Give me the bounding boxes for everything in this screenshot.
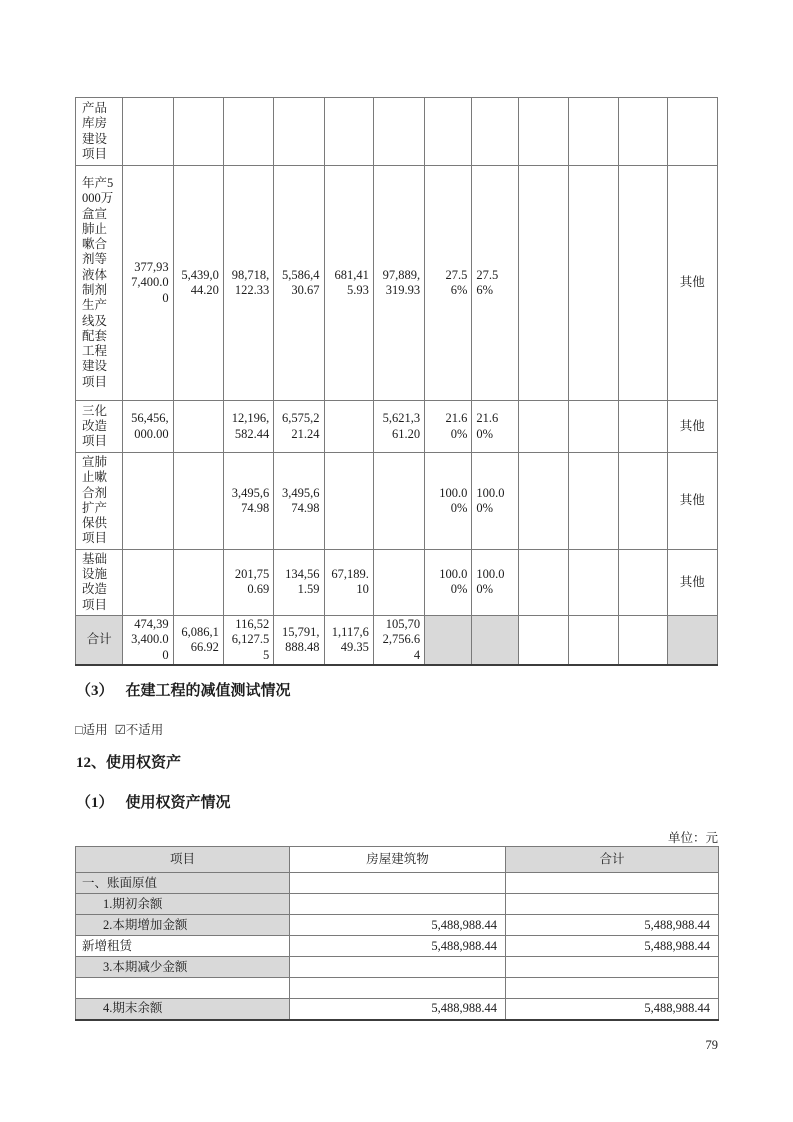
item-label-cell: 3.本期减少金额 <box>76 957 290 978</box>
table-row <box>76 978 719 999</box>
value-cell: 27.56% <box>472 166 518 401</box>
section-12-heading: 12、使用权资产 <box>76 755 182 771</box>
value-cell <box>569 453 619 550</box>
value-cell <box>569 615 619 664</box>
value-cell <box>506 978 719 999</box>
value-cell <box>667 98 717 166</box>
value-cell: 67,189.10 <box>324 549 373 615</box>
value-cell: 15,791,888.48 <box>274 615 324 664</box>
value-cell: 201,750.69 <box>223 549 273 615</box>
value-cell <box>569 401 619 453</box>
value-cell: 其他 <box>667 166 717 401</box>
value-cell <box>223 98 273 166</box>
table-row <box>76 401 718 453</box>
value-cell <box>518 453 568 550</box>
value-cell <box>425 98 472 166</box>
value-cell: 98,718,122.33 <box>223 166 273 401</box>
value-cell <box>290 957 506 978</box>
value-cell: 97,889,319.93 <box>373 166 424 401</box>
value-cell: 377,937,400.00 <box>123 166 173 401</box>
section-3-heading <box>76 679 291 700</box>
total-label-cell: 合计 <box>76 615 123 664</box>
value-cell <box>274 98 324 166</box>
value-cell <box>123 98 173 166</box>
column-header-total: 合计 <box>506 847 719 873</box>
project-name-cell: 产品库房建设项目 <box>76 98 123 166</box>
value-cell <box>373 549 424 615</box>
column-header-buildings: 房屋建筑物 <box>290 847 506 873</box>
value-cell: 27.56% <box>425 166 472 401</box>
value-cell <box>569 98 619 166</box>
item-label-cell: 一、账面原值 <box>76 873 290 894</box>
value-cell: 其他 <box>667 549 717 615</box>
value-cell <box>518 166 568 401</box>
value-cell <box>667 615 717 664</box>
value-cell: 21.60% <box>425 401 472 453</box>
applicability-line <box>75 720 163 738</box>
value-cell <box>425 615 472 664</box>
value-cell: 56,456,000.00 <box>123 401 173 453</box>
value-cell: 5,439,044.20 <box>173 166 223 401</box>
total-row <box>76 615 718 664</box>
value-cell <box>472 615 518 664</box>
table-row <box>76 999 719 1020</box>
value-cell <box>324 401 373 453</box>
checkbox-unchecked-icon: □ <box>75 723 83 737</box>
value-cell: 21.60% <box>472 401 518 453</box>
value-cell <box>173 453 223 550</box>
not-applicable-option <box>115 723 164 737</box>
page-number: 79 <box>705 1038 718 1052</box>
value-cell: 474,393,400.00 <box>123 615 173 664</box>
value-cell: 134,561.59 <box>274 549 324 615</box>
table-row <box>76 166 718 401</box>
value-cell <box>506 873 719 894</box>
item-label-cell: 新增租赁 <box>76 936 290 957</box>
value-cell: 6,086,166.92 <box>173 615 223 664</box>
table-row <box>76 453 718 550</box>
value-cell <box>518 549 568 615</box>
value-cell <box>373 453 424 550</box>
header-row <box>76 847 719 873</box>
right-of-use-assets-table <box>75 846 719 1021</box>
table-row <box>76 915 719 936</box>
value-cell <box>324 98 373 166</box>
value-cell: 5,488,988.44 <box>506 999 719 1020</box>
construction-in-progress-table <box>75 97 718 666</box>
value-cell <box>619 615 667 664</box>
value-cell: 100.00% <box>425 549 472 615</box>
table-row <box>76 98 718 166</box>
value-cell <box>472 98 518 166</box>
value-cell <box>290 873 506 894</box>
value-cell <box>506 894 719 915</box>
applicable-label: 适用 <box>82 723 108 737</box>
value-cell <box>123 549 173 615</box>
value-cell <box>290 978 506 999</box>
value-cell <box>324 453 373 550</box>
value-cell <box>373 98 424 166</box>
table-row <box>76 873 719 894</box>
value-cell <box>173 98 223 166</box>
table-row <box>76 957 719 978</box>
value-cell: 3,495,674.98 <box>274 453 324 550</box>
unit-label: 单位：元 <box>667 831 718 845</box>
section-12-1-heading <box>76 791 231 812</box>
value-cell <box>619 453 667 550</box>
applicable-option <box>75 723 108 737</box>
item-label-cell: 1.期初余额 <box>76 894 290 915</box>
section-3-number: （3） <box>76 683 114 699</box>
value-cell <box>518 615 568 664</box>
section-12-1-number: （1） <box>76 795 114 811</box>
value-cell: 5,488,988.44 <box>506 915 719 936</box>
value-cell <box>619 549 667 615</box>
item-label-cell: 2.本期增加金额 <box>76 915 290 936</box>
value-cell: 5,488,988.44 <box>290 915 506 936</box>
project-name-cell: 宣肺止嗽合剂扩产保供项目 <box>76 453 123 550</box>
value-cell: 5,621,361.20 <box>373 401 424 453</box>
section-12-1-title: 使用权资产情况 <box>125 795 231 811</box>
value-cell: 100.00% <box>472 549 518 615</box>
not-applicable-label: 不适用 <box>125 723 164 737</box>
table-row <box>76 894 719 915</box>
value-cell <box>173 401 223 453</box>
value-cell <box>518 401 568 453</box>
value-cell <box>619 166 667 401</box>
value-cell: 5,488,988.44 <box>290 999 506 1020</box>
checkbox-checked-icon: ☑ <box>114 723 126 737</box>
value-cell <box>518 98 568 166</box>
value-cell <box>506 957 719 978</box>
value-cell: 105,702,756.64 <box>373 615 424 664</box>
value-cell: 3,495,674.98 <box>223 453 273 550</box>
section-3-title: 在建工程的减值测试情况 <box>125 683 291 699</box>
value-cell: 6,575,221.24 <box>274 401 324 453</box>
value-cell <box>619 401 667 453</box>
value-cell: 12,196,582.44 <box>223 401 273 453</box>
value-cell: 100.00% <box>472 453 518 550</box>
value-cell: 681,415.93 <box>324 166 373 401</box>
value-cell <box>569 166 619 401</box>
table-row <box>76 549 718 615</box>
value-cell: 其他 <box>667 401 717 453</box>
value-cell <box>173 549 223 615</box>
item-label-cell <box>76 978 290 999</box>
project-name-cell: 基础设施改造项目 <box>76 549 123 615</box>
value-cell: 116,526,127.55 <box>223 615 273 664</box>
value-cell: 其他 <box>667 453 717 550</box>
value-cell <box>123 453 173 550</box>
value-cell: 5,586,430.67 <box>274 166 324 401</box>
value-cell: 5,488,988.44 <box>290 936 506 957</box>
project-name-cell: 年产5000万盒宣肺止嗽合剂等液体制剂生产线及配套工程建设项目 <box>76 166 123 401</box>
value-cell <box>619 98 667 166</box>
value-cell <box>290 894 506 915</box>
table-row <box>76 936 719 957</box>
project-name-cell: 三化改造项目 <box>76 401 123 453</box>
value-cell: 1,117,649.35 <box>324 615 373 664</box>
value-cell: 5,488,988.44 <box>506 936 719 957</box>
value-cell <box>569 549 619 615</box>
column-header-item: 项目 <box>76 847 290 873</box>
value-cell: 100.00% <box>425 453 472 550</box>
item-label-cell: 4.期末余额 <box>76 999 290 1020</box>
